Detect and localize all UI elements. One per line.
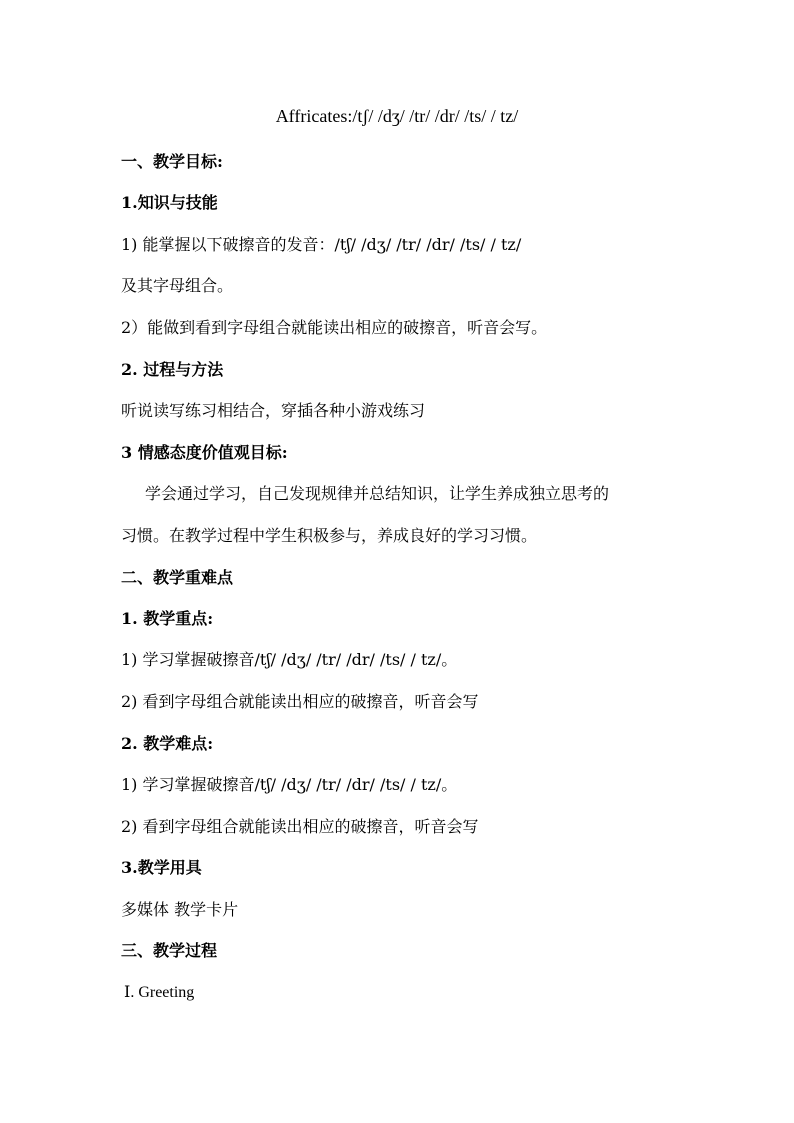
emotional-goals-text-line1: 学会通过学习，自己发现规律并总结知识，让学生养成独立思考的: [145, 484, 610, 503]
subheading-emotional-goals: 3 情感态度价值观目标:: [121, 443, 288, 462]
section-heading-key-difficult-points: 二、教学重难点: [121, 568, 234, 587]
subheading-teaching-aids: 3.教学用具: [121, 858, 202, 877]
document-title: Affricates:/tʃ/ /dʒ/ /tr/ /dr/ /ts/ / tz/: [275, 106, 519, 126]
subheading-key-points: 1. 教学重点:: [121, 609, 214, 628]
process-step-greeting: Ⅰ. Greeting: [124, 984, 195, 1001]
subheading-knowledge-skills: 1.知识与技能: [121, 193, 218, 212]
subheading-difficult-points: 2. 教学难点:: [121, 734, 214, 753]
difficult-point-item-1: 1) 学习掌握破擦音/tʃ/ /dʒ/ /tr/ /dr/ /ts/ / tz/。: [121, 775, 458, 794]
objective-item-2: 2）能做到看到字母组合就能读出相应的破擦音，听音会写。: [121, 318, 548, 337]
teaching-aids-text: 多媒体 教学卡片: [121, 900, 239, 919]
section-heading-teaching-process: 三、教学过程: [121, 941, 218, 960]
objective-item-1-continued: 及其字母组合。: [121, 276, 234, 295]
subheading-process-methods: 2. 过程与方法: [121, 360, 224, 379]
key-point-item-1: 1) 学习掌握破擦音/tʃ/ /dʒ/ /tr/ /dr/ /ts/ / tz/。: [121, 650, 458, 669]
emotional-goals-text-line2: 习惯。在教学过程中学生积极参与，养成良好的学习习惯。: [121, 526, 538, 545]
process-methods-text: 听说读写练习相结合，穿插各种小游戏练习: [121, 401, 426, 420]
key-point-item-2: 2) 看到字母组合就能读出相应的破擦音，听音会写: [121, 692, 479, 711]
difficult-point-item-2: 2) 看到字母组合就能读出相应的破擦音，听音会写: [121, 817, 479, 836]
section-heading-teaching-objectives: 一、教学目标:: [121, 152, 223, 171]
objective-item-1: 1) 能掌握以下破擦音的发音：/tʃ/ /dʒ/ /tr/ /dr/ /ts/ / tz/: [121, 235, 522, 254]
